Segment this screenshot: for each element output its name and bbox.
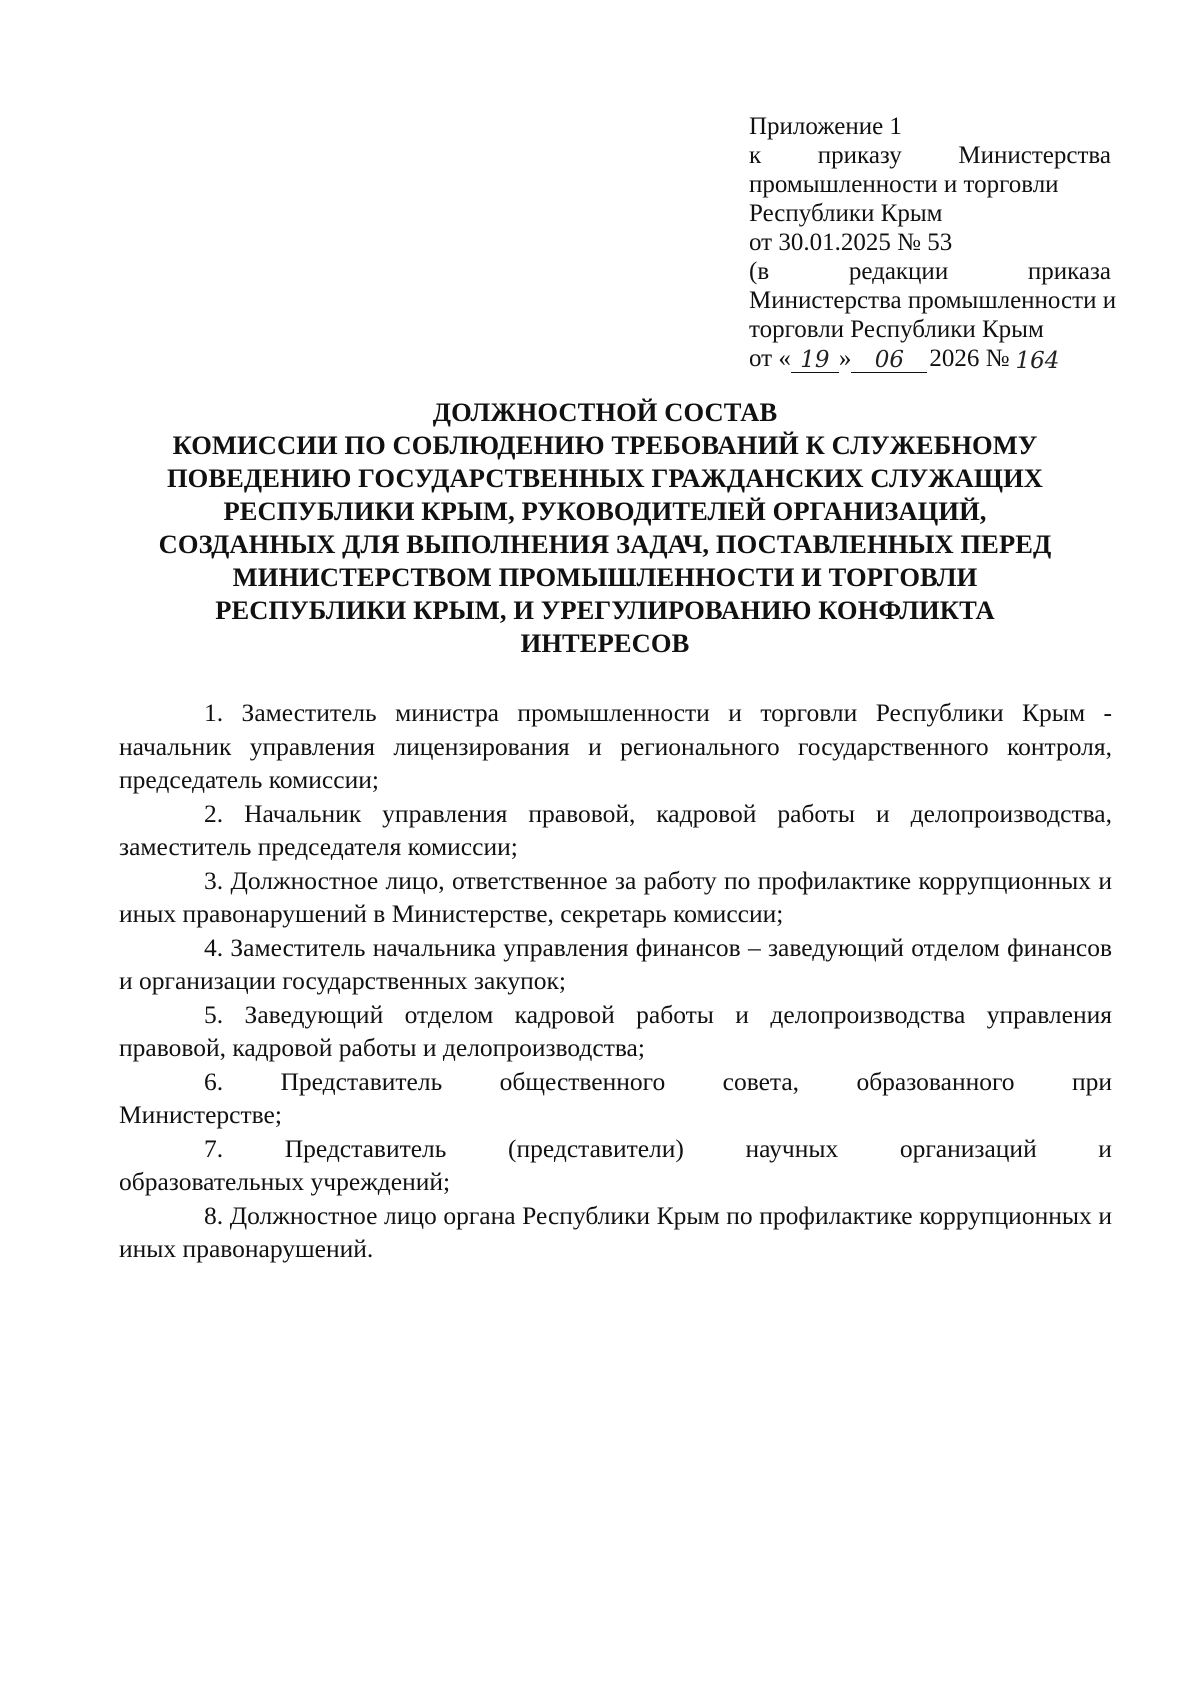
appendix-word: (в	[749, 258, 770, 285]
list-word: 6.	[204, 1066, 224, 1096]
appendix-word: Министерства	[958, 142, 1111, 169]
list-item-continuation: образовательных учреждений;	[119, 1167, 451, 1196]
title-line: ДОЛЖНОСТНОЙ СОСТАВ	[432, 397, 778, 427]
appendix-word: редакции	[848, 258, 949, 285]
list-word: при	[1071, 1066, 1112, 1096]
appendix-line: Министерства промышленности и	[749, 287, 1117, 314]
list-item	[119, 1065, 1112, 1132]
appendix-line-edition	[749, 257, 1111, 286]
date-year: 2026 №	[929, 345, 1010, 372]
list-word: общественного	[499, 1066, 666, 1096]
handwritten-order-number: 164	[1015, 348, 1060, 374]
list-word: организаций	[899, 1133, 1037, 1163]
title-line: ИНТЕРЕСОВ	[520, 628, 690, 658]
date-prefix: от «	[749, 345, 791, 372]
appendix-order-date: от 30.01.2025 № 53	[749, 229, 953, 256]
title-line: КОМИССИИ ПО СОБЛЮДЕНИЮ ТРЕБОВАНИЙ К СЛУЖЕБНОМУ	[172, 430, 1038, 460]
appendix-line: промышленности и торговли	[749, 171, 1059, 198]
list-item: 3. Должностное лицо, ответственное за работу по профилактике коррупционных и иных правонарушений в Министерстве, секретарь комиссии;	[119, 865, 1112, 928]
list-word: 7.	[204, 1133, 224, 1163]
date-quote: »	[838, 345, 852, 372]
title-line: ПОВЕДЕНИЮ ГОСУДАРСТВЕННЫХ ГРАЖДАНСКИХ СЛУЖАЩИХ	[166, 463, 1044, 493]
list-item	[119, 1132, 1112, 1199]
appendix-title: Приложение 1	[749, 113, 902, 140]
list-item: 8. Должностное лицо органа Республики Крым по профилактике коррупционных и иных правонарушений.	[119, 1200, 1112, 1263]
list-item: 2. Начальник управления правовой, кадровой работы и делопроизводства, заместитель председателя комиссии;	[119, 798, 1112, 861]
document-title	[110, 396, 1100, 660]
list-word: Представитель	[284, 1133, 447, 1163]
list-item-first-line	[119, 1065, 1112, 1099]
appendix-line: Республики Крым	[749, 200, 943, 227]
list-word: и	[1098, 1133, 1112, 1163]
list-item: 1. Заместитель министра промышленности и торговли Республики Крым - начальник управления лицензирования и регионального государственного контроля, председатель комиссии;	[119, 698, 1112, 794]
appendix-word: к	[749, 142, 762, 169]
list-word: (представители)	[507, 1133, 684, 1163]
appendix-amendment-date	[749, 344, 1111, 373]
composition-list	[119, 696, 1112, 1266]
handwritten-day: 19	[791, 348, 839, 373]
list-item: 4. Заместитель начальника управления финансов – заведующий отделом финансов и организации государственных закупок;	[119, 932, 1112, 995]
list-word: Представитель	[280, 1066, 443, 1096]
list-item: 5. Заведующий отделом кадровой работы и делопроизводства управления правовой, кадровой работы и делопроизводства;	[119, 999, 1112, 1062]
appendix-line: торговли Республики Крым	[749, 316, 1044, 343]
title-line: РЕСПУБЛИКИ КРЫМ, И УРЕГУЛИРОВАНИЮ КОНФЛИКТА	[215, 595, 995, 625]
handwritten-month: 06	[851, 348, 927, 373]
list-item-first-line	[119, 1132, 1112, 1166]
title-line: МИНИСТЕРСТВОМ ПРОМЫШЛЕННОСТИ И ТОРГОВЛИ	[232, 562, 978, 592]
appendix-word: приказа	[1027, 258, 1111, 285]
appendix-line-order	[749, 141, 1111, 170]
list-word: научных	[745, 1133, 839, 1163]
appendix-header	[749, 112, 1117, 374]
list-word: совета,	[722, 1066, 800, 1096]
title-line: РЕСПУБЛИКИ КРЫМ, РУКОВОДИТЕЛЕЙ ОРГАНИЗАЦИЙ,	[223, 496, 987, 526]
list-word: образованного	[856, 1066, 1015, 1096]
list-item-continuation: Министерстве;	[119, 1100, 282, 1129]
appendix-word: приказу	[817, 142, 902, 169]
title-line: СОЗДАННЫХ ДЛЯ ВЫПОЛНЕНИЯ ЗАДАЧ, ПОСТАВЛЕННЫХ ПЕРЕД	[158, 529, 1052, 559]
